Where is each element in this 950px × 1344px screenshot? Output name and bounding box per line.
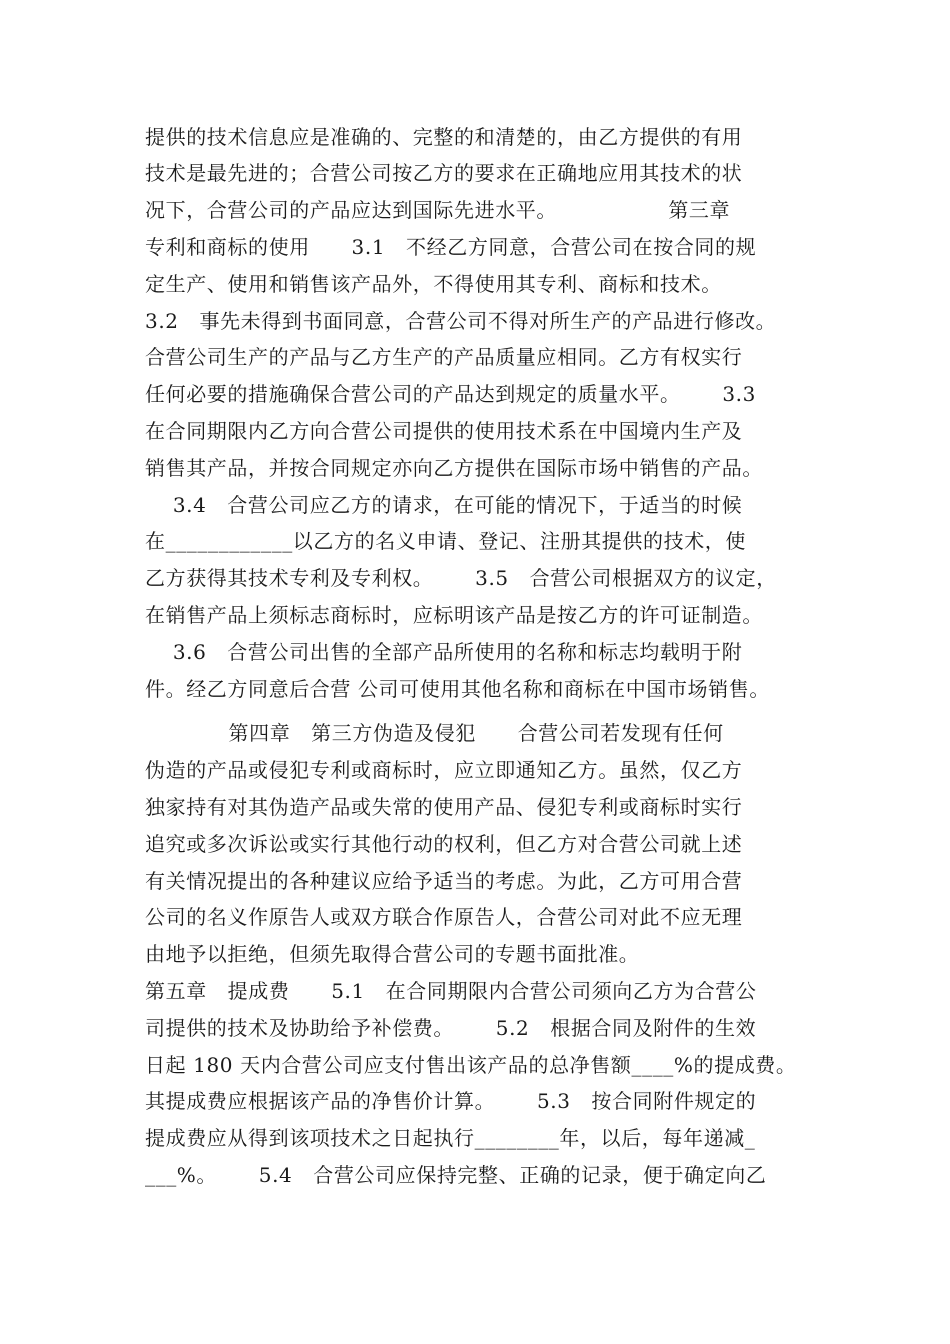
text-line: 在销售产品上须标志商标时，应标明该产品是按乙方的许可证制造。 [145, 603, 763, 627]
text-line: 伪造的产品或侵犯专利或商标时，应立即通知乙方。虽然，仅乙方 [145, 758, 743, 782]
text-line: 定生产、使用和销售该产品外，不得使用其专利、商标和技术。 [145, 272, 722, 296]
text-line: 其提成费应根据该产品的净售价计算。 5.3 按合同附件规定的 [145, 1089, 757, 1113]
text-line: 提成费应从得到该项技术之日起执行________年，以后，每年递减_ [145, 1126, 756, 1150]
text-line: 况下，合营公司的产品应达到国际先进水平。 第三章 [145, 198, 731, 222]
text-line: 技术是最先进的；合营公司按乙方的要求在正确地应用其技术的状 [145, 161, 743, 185]
text-line: 3.2 事先未得到书面同意，合营公司不得对所生产的产品进行修改。 [145, 309, 777, 333]
text-line: 销售其产品，并按合同规定亦向乙方提供在国际市场中销售的产品。 [145, 456, 763, 480]
text-line: 件。经乙方同意后合营 公司可使用其他名称和商标在中国市场销售。 [145, 677, 770, 701]
text-line: 在____________以乙方的名义申请、登记、注册其提供的技术，使 [145, 529, 746, 553]
text-line: 提供的技术信息应是准确的、完整的和清楚的，由乙方提供的有用 [145, 125, 743, 149]
text-line: 第五章 提成费 5.1 在合同期限内合营公司须向乙方为合营公 [145, 979, 757, 1003]
text-line: 乙方获得其技术专利及专利权。 3.5 合营公司根据双方的议定， [145, 566, 777, 590]
text-line: 追究或多次诉讼或实行其他行动的权利，但乙方对合营公司就上述 [145, 832, 743, 856]
text-line: 在合同期限内乙方向合营公司提供的使用技术系在中国境内生产及 [145, 419, 743, 443]
text-line: 司提供的技术及协助给予补偿费。 5.2 根据合同及附件的生效 [145, 1016, 757, 1040]
text-line: 任何必要的措施确保合营公司的产品达到规定的质量水平。 3.3 [145, 382, 756, 406]
text-line: 日起 180 天内合营公司应支付售出该产品的总净售额____%的提成费。 [145, 1053, 797, 1077]
text-line: 3.4 合营公司应乙方的请求，在可能的情况下，于适当的时候 [145, 493, 743, 517]
text-line: 专利和商标的使用 3.1 不经乙方同意，合营公司在按合同的规 [145, 235, 757, 259]
text-line: ___%。 5.4 合营公司应保持完整、正确的记录，便于确定向乙 [145, 1163, 767, 1187]
text-line: 第四章 第三方伪造及侵犯 合营公司若发现有任何 [145, 721, 724, 745]
text-line: 合营公司生产的产品与乙方生产的产品质量应相同。乙方有权实行 [145, 345, 743, 369]
text-line: 3.6 合营公司出售的全部产品所使用的名称和标志均载明于附 [145, 640, 743, 664]
text-line: 有关情况提出的各种建议应给予适当的考虑。为此，乙方可用合营 [145, 869, 743, 893]
text-line: 由地予以拒绝，但须先取得合营公司的专题书面批准。 [145, 942, 640, 966]
text-line: 公司的名义作原告人或双方联合作原告人，合营公司对此不应无理 [145, 905, 743, 929]
text-line: 独家持有对其伪造产品或失常的使用产品、侵犯专利或商标时实行 [145, 795, 743, 819]
